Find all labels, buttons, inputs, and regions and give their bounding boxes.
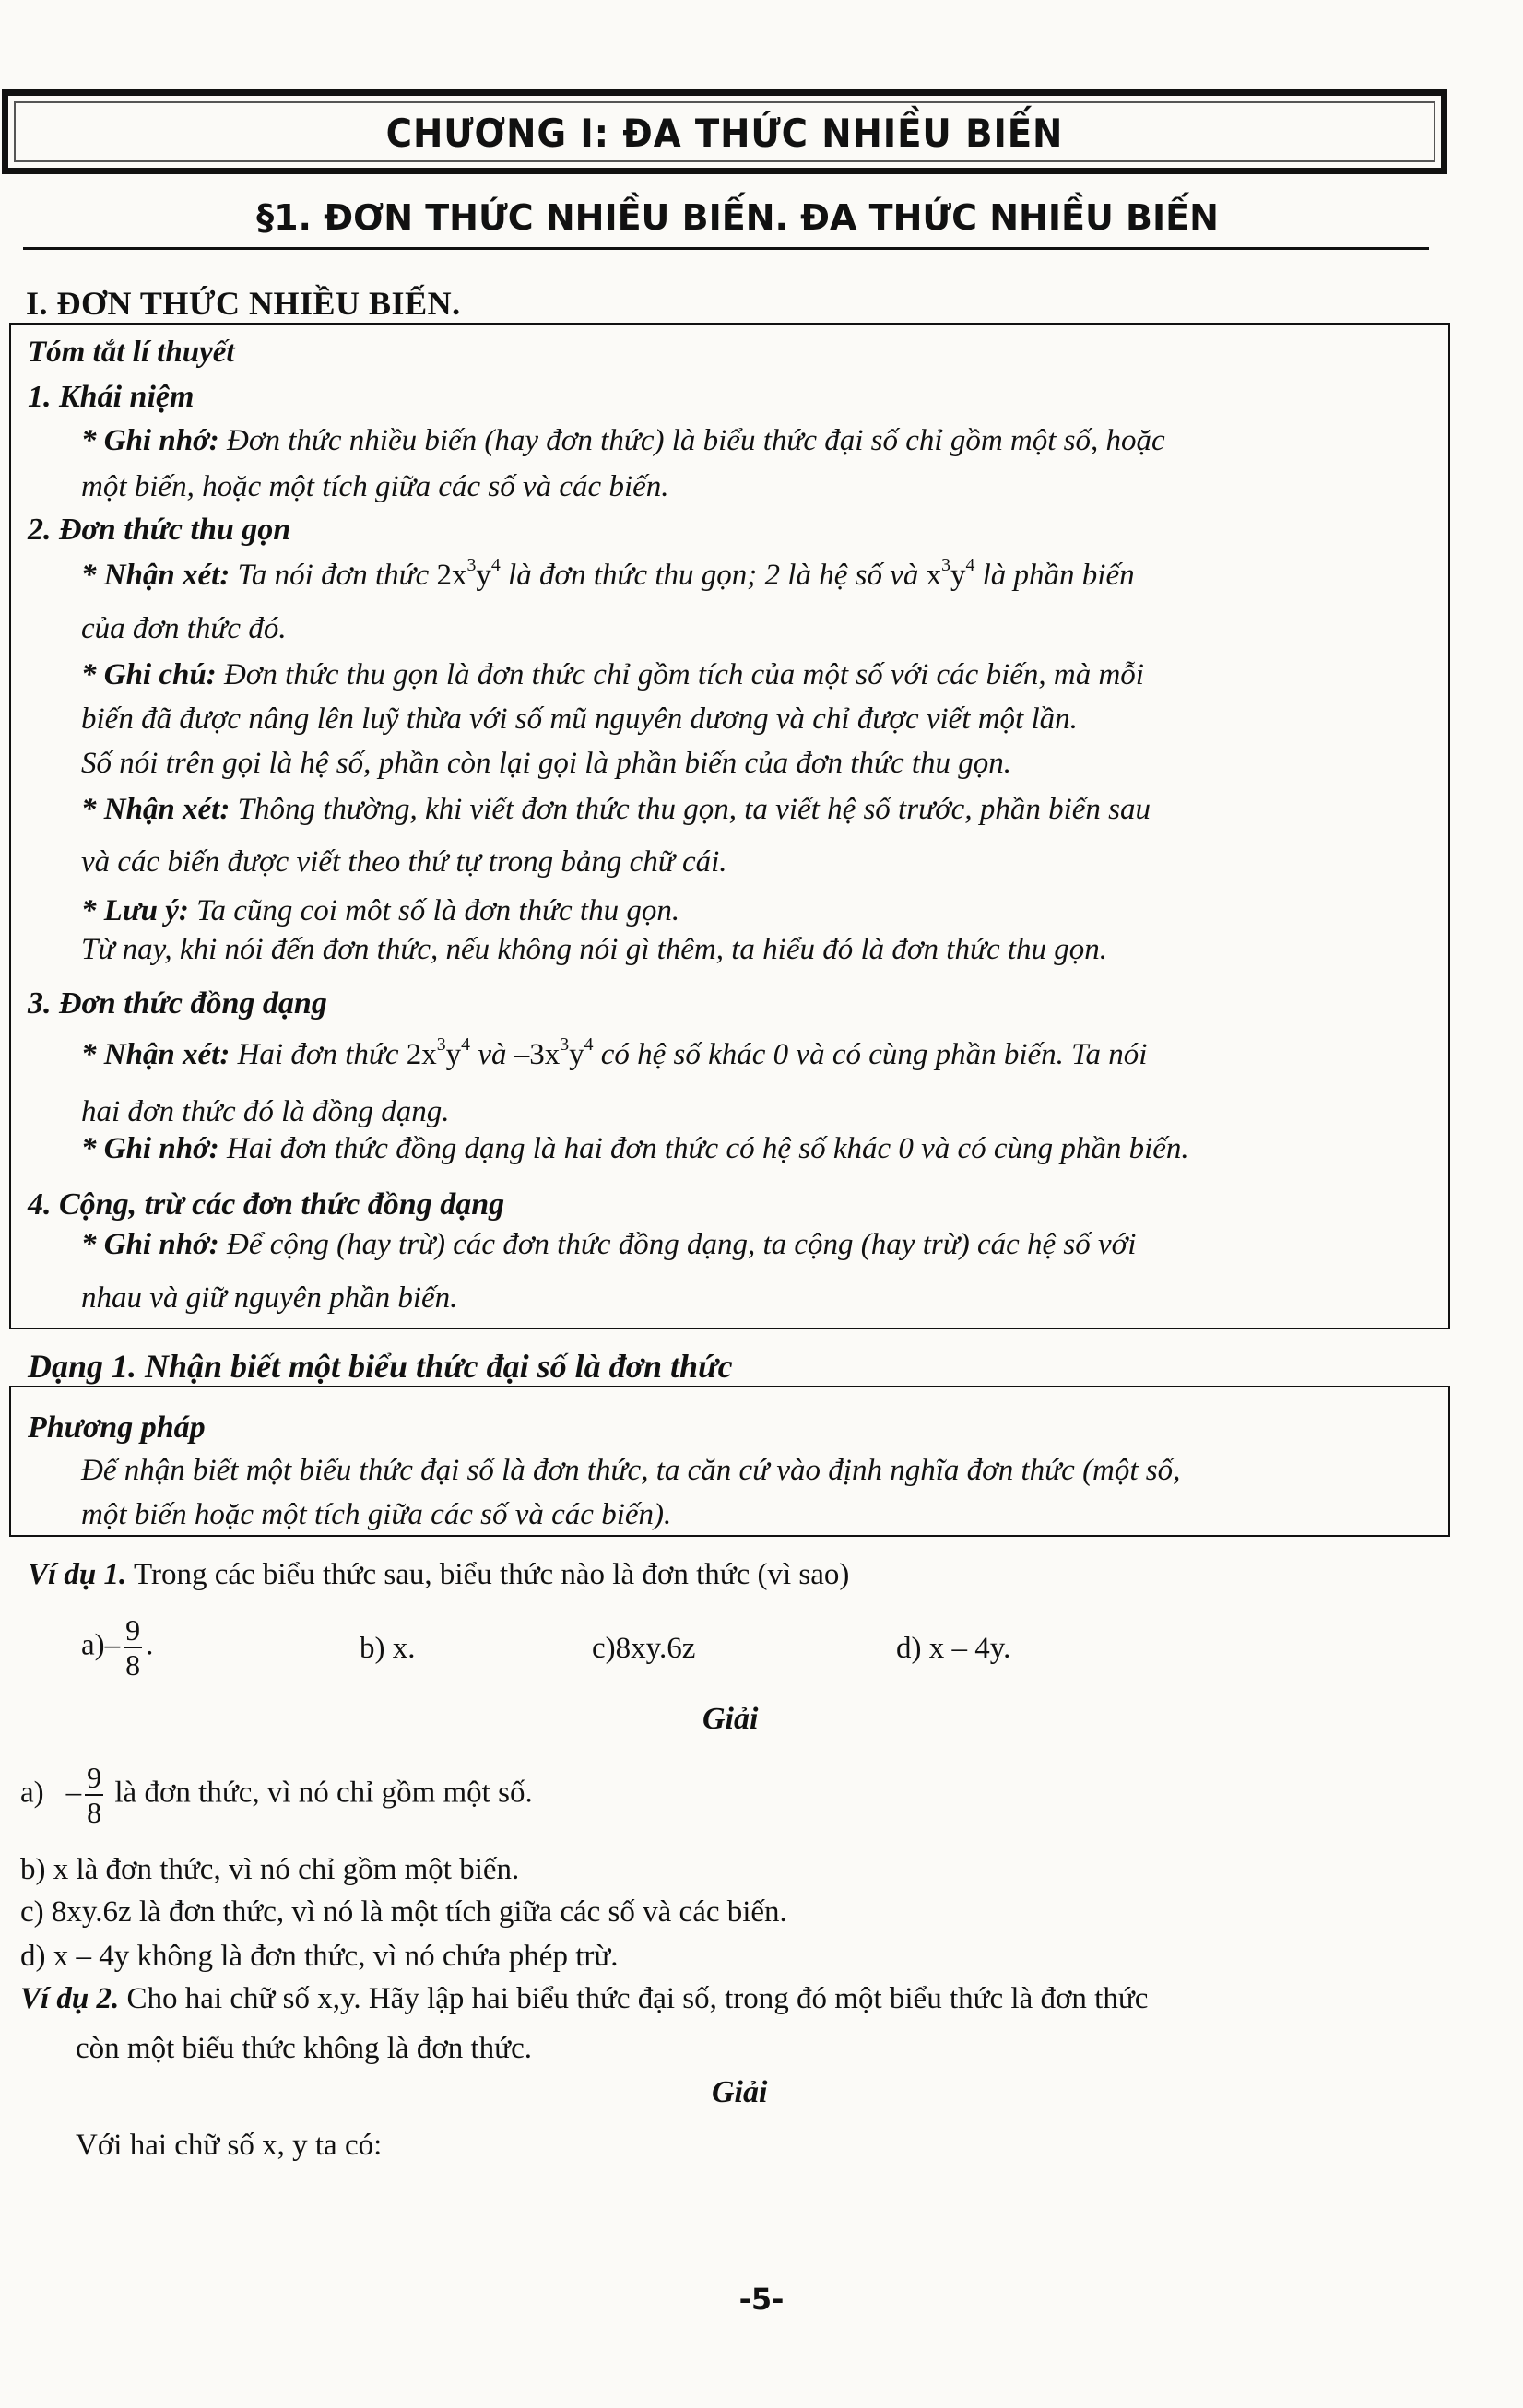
s2-heading: 2. Đơn thức thu gọn [28,513,291,547]
form1-heading: Dạng 1. Nhận biết một biểu thức đại số là đơn thức [28,1348,733,1385]
theory-title: Tóm tắt lí thuyết [28,336,235,369]
variable-part-expression: $x^3y^4$ [926,555,975,592]
s3-remark-line1 [81,1034,1148,1072]
s3-note-label: * Ghi nhớ: [81,1132,219,1165]
example2-prompt-line1 [20,1982,1148,2016]
example1-option-d: d) x – 4y. [896,1632,1011,1665]
s4-note-line1 [81,1228,1136,1262]
s2-remark1-text-a: Ta nói đơn thức [230,559,437,592]
s4-note-line2: nhau và giữ nguyên phần biến. [81,1281,458,1315]
s3-heading: 3. Đơn thức đồng dạng [28,986,327,1021]
method-line2: một biến hoặc một tích giữa các số và các biến). [81,1498,672,1531]
s2-remark2-line1 [81,793,1151,827]
example2-prompt-text: Cho hai chữ số x,y. Hãy lập hai biểu thức đại số, trong đó một biểu thức là đơn thức [119,1982,1149,2015]
example1-answer-a: a) – $\frac{9}{8}$ là đơn thức, vì nó chỉ gồm một số. [20,1761,533,1829]
s3-remark-text-c: có hệ số khác 0 và có cùng phần biến. Ta nói [593,1038,1148,1071]
section-divider [23,247,1429,250]
s2-note-text: Đơn thức thu gọn là đơn thức chỉ gồm tích của một số với các biến, mà mỗi [216,658,1144,691]
chapter-title: CHƯƠNG I: ĐA THỨC NHIỀU BIẾN [385,111,1064,156]
example1-option-b: b) x. [360,1632,416,1665]
s1-heading: 1. Khái niệm [28,380,195,414]
s3-remark-text-b: và [470,1038,514,1071]
page-number: -5- [738,2282,785,2317]
s2-remark1-text-b: là đơn thức thu gọn; 2 là hệ số và [500,559,927,592]
s2-note-line2: biến đã được nâng lên luỹ thừa với số mũ nguyên dương và chỉ được viết một lần. [81,702,1078,736]
chapter-header-box [2,89,1447,174]
s2-remark1-line1 [81,555,1135,593]
s3-note-text: Hai đơn thức đồng dạng là hai đơn thức có hệ số khác 0 và có cùng phần biến. [218,1132,1189,1165]
s2-remark2-line2: và các biến được viết theo thứ tự trong bảng chữ cái. [81,845,727,879]
s3-remark-line2: hai đơn thức đó là đồng dạng. [81,1095,450,1128]
s2-note-label: * Ghi chú: [81,658,217,691]
example1-option-c: c)8xy.6z [592,1632,696,1665]
s4-note-text: Để cộng (hay trừ) các đơn thức đồng dạng, ta cộng (hay trừ) các hệ số với [218,1228,1137,1261]
s2-caution-text: Ta cũng coi môt số là đơn thức thu gọn. [188,894,680,927]
s2-remark1-text-c: là phần biến [974,559,1135,592]
part-heading: I. ĐƠN THỨC NHIỀU BIẾN. [26,285,461,322]
example2-prompt-line2: còn một biểu thức không là đơn thức. [76,2032,532,2065]
fraction-9-8-answer: $\frac{9}{8}$ [87,1761,102,1829]
s2-caution-label: * Lưu ý: [81,894,189,927]
example1-prompt-text: Trong các biểu thức sau, biểu thức nào là đơn thức (vì sao) [126,1558,850,1591]
example1-solution-title: Giải [702,1702,759,1736]
s2-note-line1 [81,658,1144,692]
example1-answer-b: b) x là đơn thức, vì nó chỉ gồm một biến. [20,1853,520,1886]
s3-remark-text-a: Hai đơn thức [230,1038,407,1071]
example2-solution-line1: Với hai chữ số x, y ta có: [76,2129,383,2162]
monomial-expression-1: $2x^3y^4$ [406,1034,471,1071]
s1-note-text: Đơn thức nhiều biến (hay đơn thức) là biểu thức đại số chỉ gồm một số, hoặc [218,424,1165,457]
monomial-expression: $2x^3y^4$ [436,555,501,592]
s2-caution-line1 [81,894,679,928]
example1-label: Ví dụ 1. [28,1558,127,1591]
example1-option-a: a)– $\frac{9}{8}$ . [81,1613,154,1682]
s2-remark2-label: * Nhận xét: [81,793,230,826]
s4-heading: 4. Cộng, trừ các đơn thức đồng dạng [28,1187,505,1222]
example1-prompt [28,1558,849,1592]
method-title: Phương pháp [28,1411,206,1445]
fraction-9-8: $\frac{9}{8}$ [125,1613,141,1682]
example2-label: Ví dụ 2. [20,1982,120,2015]
monomial-expression-2: $-3x^3y^4$ [514,1034,594,1071]
s2-remark2-text: Thông thường, khi viết đơn thức thu gọn, ta viết hệ số trước, phần biến sau [230,793,1151,826]
example2-solution-title: Giải [712,2075,768,2109]
s1-note-label: * Ghi nhớ: [81,424,219,457]
s2-note-line3: Số nói trên gọi là hệ số, phần còn lại gọi là phần biến của đơn thức thu gọn. [81,747,1012,780]
example1-answer-c: c) 8xy.6z là đơn thức, vì nó là một tích giữa các số và các biến. [20,1895,787,1929]
method-line1: Để nhận biết một biểu thức đại số là đơn thức, ta căn cứ vào định nghĩa đơn thức (một số, [81,1454,1181,1487]
s1-note-line1 [81,424,1165,458]
s4-note-label: * Ghi nhớ: [81,1228,219,1261]
s3-note-line1 [81,1132,1189,1166]
s1-note-line2: một biến, hoặc một tích giữa các số và các biến. [81,470,669,503]
s3-remark-label: * Nhận xét: [81,1038,230,1071]
example1-answer-d: d) x – 4y không là đơn thức, vì nó chứa phép trừ. [20,1940,619,1973]
s2-remark1-line2: của đơn thức đó. [81,612,287,645]
s2-caution-line2: Từ nay, khi nói đến đơn thức, nếu không nói gì thêm, ta hiểu đó là đơn thức thu gọn. [81,933,1108,966]
s2-remark1-label: * Nhận xét: [81,559,230,592]
section-title: §1. ĐƠN THỨC NHIỀU BIẾN. ĐA THỨC NHIỀU BIẾN [256,197,1219,238]
